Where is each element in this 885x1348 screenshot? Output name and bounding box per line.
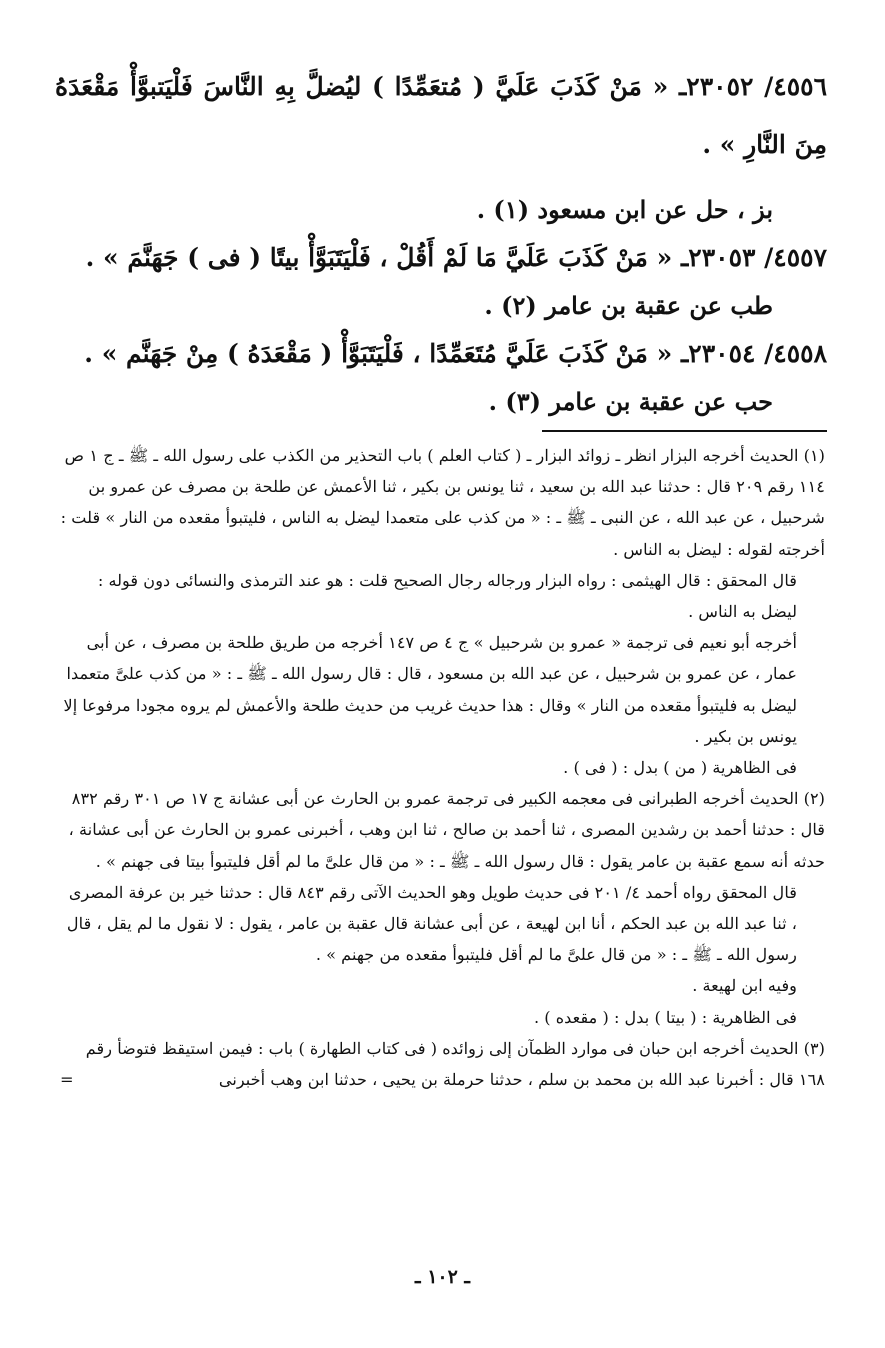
hadith-4558: ٤٥٥٨/ ٢٣٠٥٤ـ « مَنْ كَذَبَ عَلَيَّ مُتَعَمِّدًا ، فَلْيَتَبَوَّأْ ( مَقْعَدَهُ ) مِنْ جَهَنَّم » . xyxy=(84,339,827,368)
page-number: ـ ١٠٢ ـ xyxy=(415,1266,470,1288)
hadith-4557: ٤٥٥٧/ ٢٣٠٥٣ـ « مَنْ كَذَبَ عَلَيَّ مَا لَمْ أَقُلْ ، فَلْيَتَبَوَّأْ بيتًا ( فى ) جَهَنَّمَ » . xyxy=(85,243,827,272)
source-4558: حب عن عقبة بن عامر (٣) . xyxy=(488,387,773,416)
source-4556: بز ، حل عن ابن مسعود (١) . xyxy=(476,195,773,224)
main-text xyxy=(55,58,827,426)
footnote-1-variant: فى الظاهرية ( من ) بدل : ( فى ) . xyxy=(563,758,797,778)
footnote-1-abu-nuaim: أخرجه أبو نعيم فى ترجمة « عمرو بن شرحبيل » ج ٤ ص ١٤٧ أخرجه من طريق طلحة بن مصرف ، عن أبى عمار ، عن عمرو بن شرحبيل ، عن عبد الله بن مسعود ، قال : قال رسول الله ـ ﷺ ـ : « من كذب علىَّ متعمدا ليضل به فليتبوأ مقعده من النار » وقال : هذا حديث غريب من حديث طلحة والأعمش لم يروه مجودا مرفوعا إلا يونس بن بكير . xyxy=(63,633,797,746)
footnote-1-comment: قال المحقق : قال الهيثمى : رواه البزار ورجاله رجال الصحيح قلت : هو عند الترمذى والنسائى دون قوله : ليضل به الناس . xyxy=(97,570,797,622)
footnote-1: (١) الحديث أخرجه البزار انظر ـ زوائد البزار ـ ( كتاب العلم ) باب التحذير من الكذب على رسول الله ـ ﷺ ـ ج ١ ص ١١٤ رقم ٢٠٩ قال : حدثنا عبد الله بن سعيد ، ثنا يونس بن بكير ، ثنا الأعمش عن طلحة بن مصرف عن عمرو بن شرحبيل ، عن عبد الله ، عن النبى ـ ﷺ ـ : « من كذب على متعمدا ليضل به الناس ، فليتبوأ مقعده من النار » قلت : أخرجته لقوله : ليضل به الناس . xyxy=(60,446,825,559)
footnote-3-text: (٣) الحديث أخرجه ابن حبان فى موارد الظمآن إلى زوائده ( فى كتاب الطهارة ) باب : فيمن استيقظ فتوضأ رقم ١٦٨ قال : أخبرنا عبد الله بن محمد بن سلم ، حدثنا حرملة بن يحيى ، حدثنا ابن وهب أخبرنى xyxy=(85,1038,825,1090)
footnotes xyxy=(60,440,825,1095)
footnote-divider xyxy=(542,430,827,432)
footnote-2-note: وفيه ابن لهيعة . xyxy=(692,976,797,996)
footnote-2-variant: فى الظاهرية : ( بيتا ) بدل : ( مقعده ) . xyxy=(533,1007,797,1027)
source-4557: طب عن عقبة بن عامر (٢) . xyxy=(484,291,773,320)
footnote-2: (٢) الحديث أخرجه الطبرانى فى معجمه الكبير فى ترجمة عمرو بن الحارث عن أبى عشانة ج ١٧ ص ٣٠١ رقم ٨٣٢ قال : حدثنا أحمد بن رشدين المصرى ، ثنا أحمد بن صالح ، ثنا ابن وهب ، أخبرنى عمرو بن الحارث عن أبى عشانة ، حدثه أنه سمع عقبة بن عامر يقول : قال رسول الله ـ ﷺ ـ : « من قال علىَّ ما لم أقل فليتبوأ بيتا فى جهنم » . xyxy=(68,789,825,871)
hadith-4556: ٤٥٥٦/ ٢٣٠٥٢ـ « مَنْ كَذَبَ عَلَيَّ ( مُتعَمِّدًا ) ليُضلَّ بِهِ النَّاسَ فَلْيَتبوَّأْ مَقْعَدَهُ مِنَ النَّارِ » . xyxy=(55,72,827,159)
footnote-2-comment: قال المحقق رواه أحمد ٤/ ٢٠١ فى حديث طويل وهو الحديث الآتى رقم ٨٤٣ قال : حدثنا خير بن عرفة المصرى ، ثنا عبد الله بن عبد الحكم ، أنا ابن لهيعة ، عن أبى عشانة قال عقبة بن عامر ، يقول : لا نقول ما لم يقل ، قال رسول الله ـ ﷺ ـ : « من قال علىَّ ما لم أقل فليتبوأ مقعده من جهنم » . xyxy=(66,882,797,965)
continuation-mark: = xyxy=(60,1070,74,1090)
footnote-3 xyxy=(60,1033,825,1095)
